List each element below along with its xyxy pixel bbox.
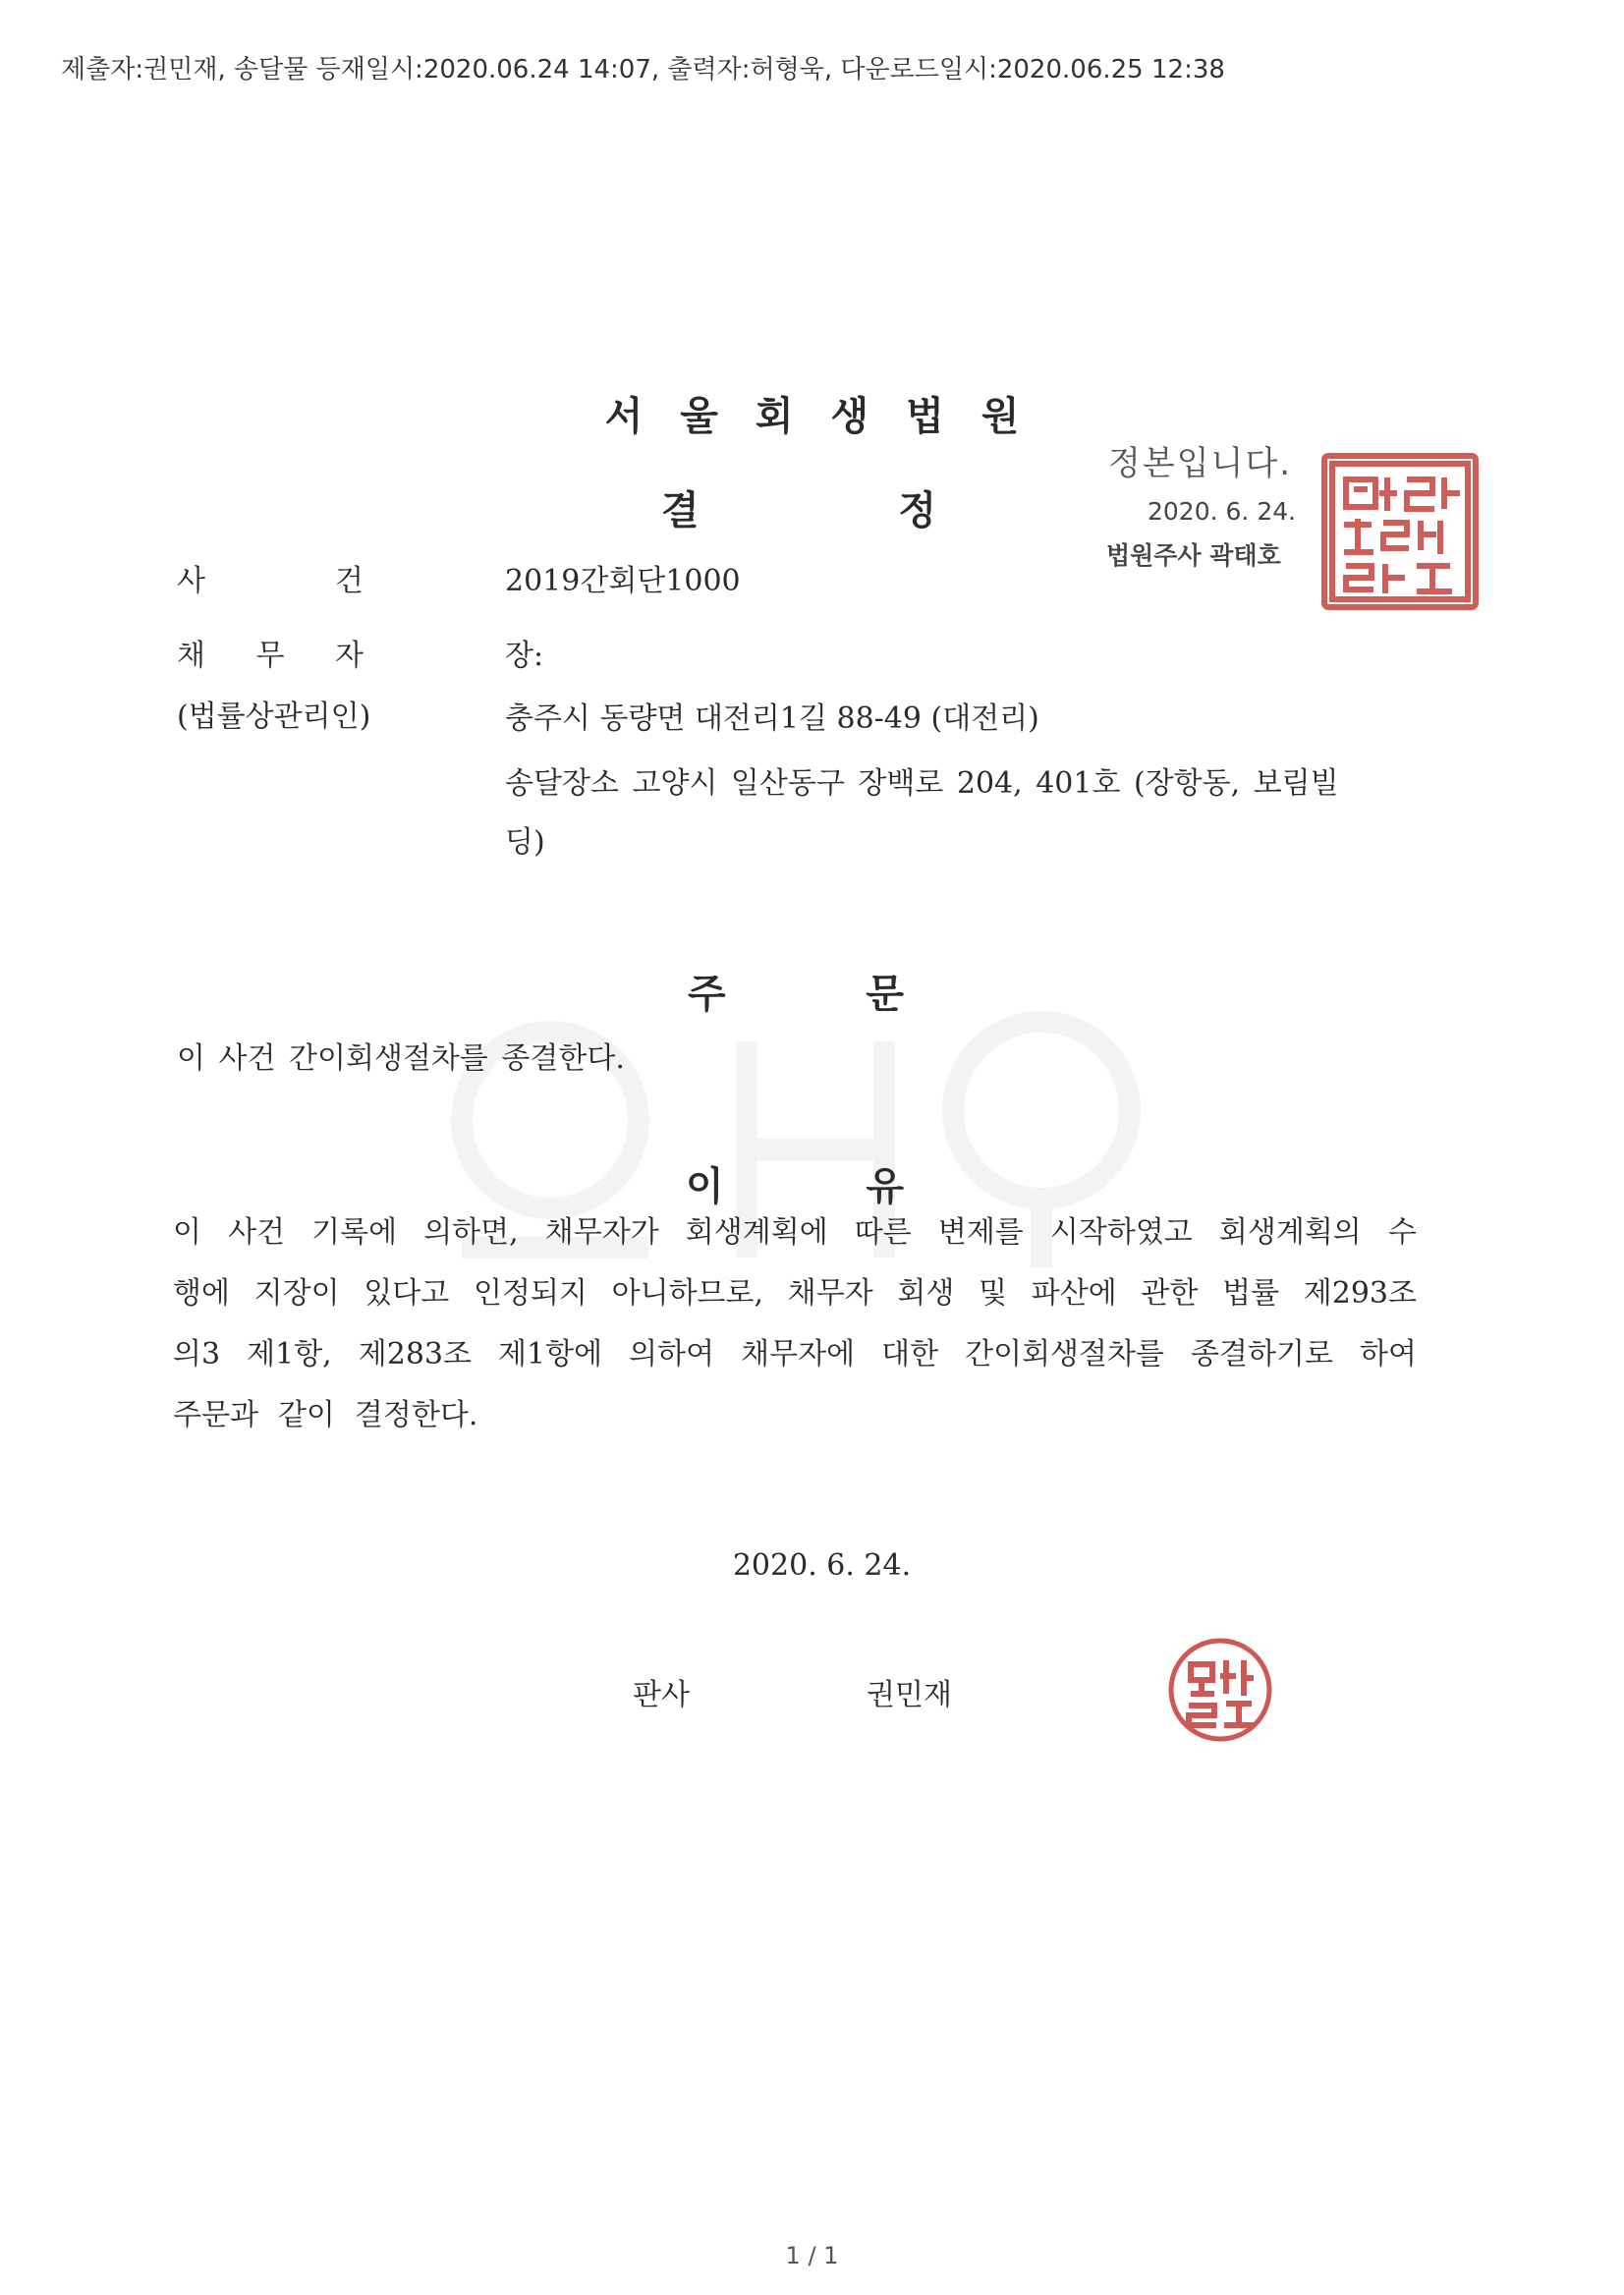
reason-word: 행에	[173, 1276, 230, 1311]
reason-word: 이	[173, 1215, 201, 1250]
debtor-label	[177, 631, 364, 674]
reason-word: 변제를	[937, 1215, 1024, 1250]
reason-word: 사건	[228, 1215, 286, 1250]
reason-word: 의하면,	[423, 1215, 519, 1250]
reason-word: 종결하기로	[1191, 1337, 1333, 1371]
order-heading-char: 문	[866, 972, 904, 1017]
case-label	[177, 556, 364, 599]
debtor-address: 충주시 동량면 대전리1길 88-49 (대전리)	[505, 701, 1039, 736]
reason-word: 의하여	[629, 1337, 715, 1371]
debtor-label-char: 자	[335, 639, 364, 673]
debtor-label-char: 무	[255, 639, 285, 673]
reason-word: 시작하였고	[1049, 1215, 1193, 1250]
debtor-label-char: 채	[177, 639, 205, 673]
reason-word: 간이회생절차를	[965, 1337, 1164, 1371]
reason-word: 있다고	[364, 1276, 450, 1311]
reason-word: 채무자	[787, 1276, 873, 1311]
reason-word: 결정한다.	[354, 1398, 478, 1432]
delivery-address: 송달장소 고양시 일산동구 장백로 204, 401호 (장항동, 보림빌	[505, 766, 1339, 801]
court-name: 서울회생법원	[604, 394, 1057, 439]
reason-heading-char: 이	[686, 1164, 724, 1209]
reason-word: 같이	[277, 1398, 335, 1432]
reason-word: 회생	[897, 1276, 955, 1311]
reason-word: 제1항에	[498, 1337, 603, 1371]
certification-date: 2020. 6. 24.	[1148, 497, 1297, 526]
reason-line	[173, 1215, 1417, 1279]
reason-word: 채무자가	[544, 1215, 659, 1250]
case-label-char: 건	[335, 564, 364, 598]
judge-label: 판사	[633, 1678, 690, 1712]
download-meta-line: 제출자:권민재, 송달물 등재일시:2020.06.24 14:07, 출력자:허형욱, 다운로드일시:2020.06.25 12:38	[61, 55, 1225, 84]
reason-word: 따른	[854, 1215, 912, 1250]
order-text: 이 사건 간이회생절차를 종결한다.	[177, 1041, 625, 1076]
reason-word: 의3	[173, 1337, 221, 1371]
document-title-char: 결	[661, 488, 700, 533]
reason-word: 회생계획에	[685, 1215, 828, 1250]
reason-word: 회생계획의	[1218, 1215, 1362, 1250]
reason-word: 지장이	[253, 1276, 340, 1311]
reason-word: 제293조	[1303, 1276, 1417, 1311]
reason-word: 대한	[881, 1337, 939, 1371]
reason-word: 및	[979, 1276, 1008, 1311]
representative-label: (법률상관리인)	[177, 700, 371, 734]
reason-heading	[686, 1155, 904, 1211]
reason-word: 파산에	[1031, 1276, 1117, 1311]
case-number: 2019간회단1000	[505, 564, 741, 598]
reason-word: 인정되지	[473, 1276, 588, 1311]
judge-seal	[1161, 1631, 1279, 1753]
reason-text	[173, 1215, 1417, 1462]
court-official-seal	[1318, 450, 1482, 617]
reason-word: 수	[1387, 1215, 1417, 1250]
reason-heading-char: 유	[866, 1164, 904, 1209]
reason-word: 법률	[1222, 1276, 1280, 1311]
document-title	[661, 479, 936, 535]
reason-word: 제283조	[358, 1337, 472, 1371]
reason-word: 기록에	[311, 1215, 398, 1250]
page-number: 1 / 1	[785, 2242, 839, 2269]
debtor-name: 장:	[505, 639, 544, 673]
delivery-address-continued: 딩)	[505, 825, 545, 860]
case-label-char: 사	[177, 564, 205, 598]
reason-word: 주문과	[173, 1398, 258, 1432]
certification-clerk: 법원주사 곽태호	[1106, 541, 1281, 570]
reason-line	[173, 1398, 1417, 1462]
reason-line	[173, 1276, 1417, 1340]
reason-word: 제1항,	[247, 1337, 332, 1371]
reason-word: 아니하므로,	[611, 1276, 764, 1311]
order-heading	[688, 963, 904, 1019]
reason-line	[173, 1337, 1417, 1401]
document-title-char: 정	[898, 488, 936, 533]
reason-word: 관한	[1141, 1276, 1199, 1311]
reason-word: 채무자에	[741, 1337, 856, 1371]
certification-text: 정본입니다.	[1108, 444, 1293, 483]
reason-word: 하여	[1359, 1337, 1417, 1371]
order-heading-char: 주	[688, 972, 726, 1017]
decision-date: 2020. 6. 24.	[732, 1548, 912, 1583]
judge-name: 권민재	[867, 1678, 952, 1712]
